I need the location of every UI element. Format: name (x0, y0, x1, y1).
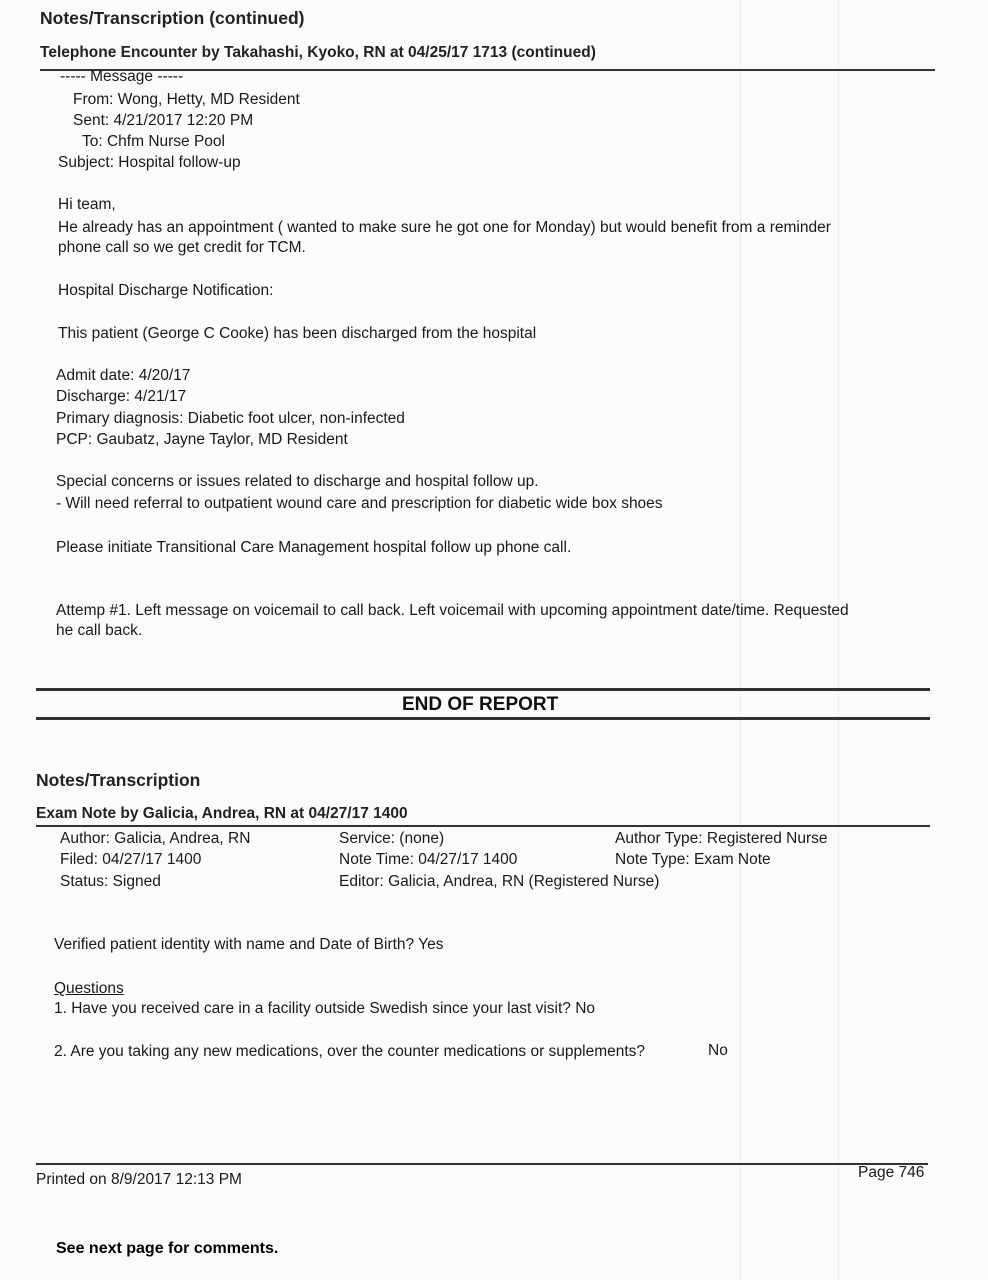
message-subject: Subject: Hospital follow-up (58, 154, 241, 171)
exam-heading: Exam Note by Galicia, Andrea, RN at 04/27/17 1400 (36, 805, 408, 822)
question-1: 1. Have you received care in a facility outside Swedish since your last visit? No (54, 1000, 596, 1017)
attempt-note: Attemp #1. Left message on voicemail to call back. Left voicemail with upcoming appointment date/time. Requested (56, 602, 849, 619)
end-report-rule-top (36, 688, 930, 691)
discharged-statement: This patient (George C Cooke) has been discharged from the hospital (58, 325, 537, 342)
encounter-heading: Telephone Encounter by Takahashi, Kyoko, RN at 04/25/17 1713 (continued) (40, 44, 596, 61)
message-sent: Sent: 4/21/2017 12:20 PM (73, 112, 254, 129)
page-title: Notes/Transcription (continued) (40, 8, 305, 28)
exam-service: Service: (none) (339, 830, 445, 847)
admit-date: Admit date: 4/20/17 (56, 367, 191, 384)
attempt-note: he call back. (56, 622, 143, 639)
primary-diagnosis: Primary diagnosis: Diabetic foot ulcer, non-infected (56, 410, 405, 427)
greeting: Hi team, (58, 196, 116, 213)
exam-heading-underline (36, 825, 930, 827)
exam-author-type: Author Type: Registered Nurse (615, 830, 828, 847)
exam-note-type: Note Type: Exam Note (615, 851, 771, 868)
initiate-note: Please initiate Transitional Care Management hospital follow up phone call. (56, 539, 572, 556)
discharge-notification-label: Hospital Discharge Notification: (58, 282, 274, 299)
exam-status: Status: Signed (60, 873, 161, 890)
scan-artifact-line (838, 0, 839, 1280)
exam-editor: Editor: Galicia, Andrea, RN (Registered Nurse) (339, 873, 660, 890)
message-to: To: Chfm Nurse Pool (82, 133, 225, 150)
message-header: ----- Message ----- (60, 68, 184, 85)
body-line: phone call so we get credit for TCM. (58, 239, 306, 256)
end-report-rule-bottom (36, 717, 930, 720)
body-line: He already has an appointment ( wanted to make sure he got one for Monday) but would benefit from a reminder (58, 219, 831, 236)
page-number: Page 746 (858, 1164, 925, 1181)
footer-rule (36, 1163, 928, 1165)
discharge-date: Discharge: 4/21/17 (56, 388, 187, 405)
exam-note-time: Note Time: 04/27/17 1400 (339, 851, 518, 868)
end-of-report: END OF REPORT (402, 694, 559, 715)
question-2: 2. Are you taking any new medications, over the counter medications or supplements? (54, 1043, 646, 1060)
questions-label: Questions (54, 980, 124, 997)
question-2-answer: No (708, 1042, 728, 1059)
printed-on: Printed on 8/9/2017 12:13 PM (36, 1171, 242, 1188)
message-from: From: Wong, Hetty, MD Resident (73, 91, 300, 108)
referral-note: - Will need referral to outpatient wound care and prescription for diabetic wide box shoes (56, 495, 663, 512)
exam-author: Author: Galicia, Andrea, RN (60, 830, 251, 847)
verified-identity: Verified patient identity with name and Date of Birth? Yes (54, 936, 444, 953)
section-title: Notes/Transcription (36, 770, 201, 790)
see-next-page-note: See next page for comments. (56, 1240, 279, 1257)
scan-artifact-line (740, 0, 741, 1280)
exam-filed: Filed: 04/27/17 1400 (60, 851, 202, 868)
special-concerns: Special concerns or issues related to discharge and hospital follow up. (56, 473, 539, 490)
pcp: PCP: Gaubatz, Jayne Taylor, MD Resident (56, 431, 348, 448)
